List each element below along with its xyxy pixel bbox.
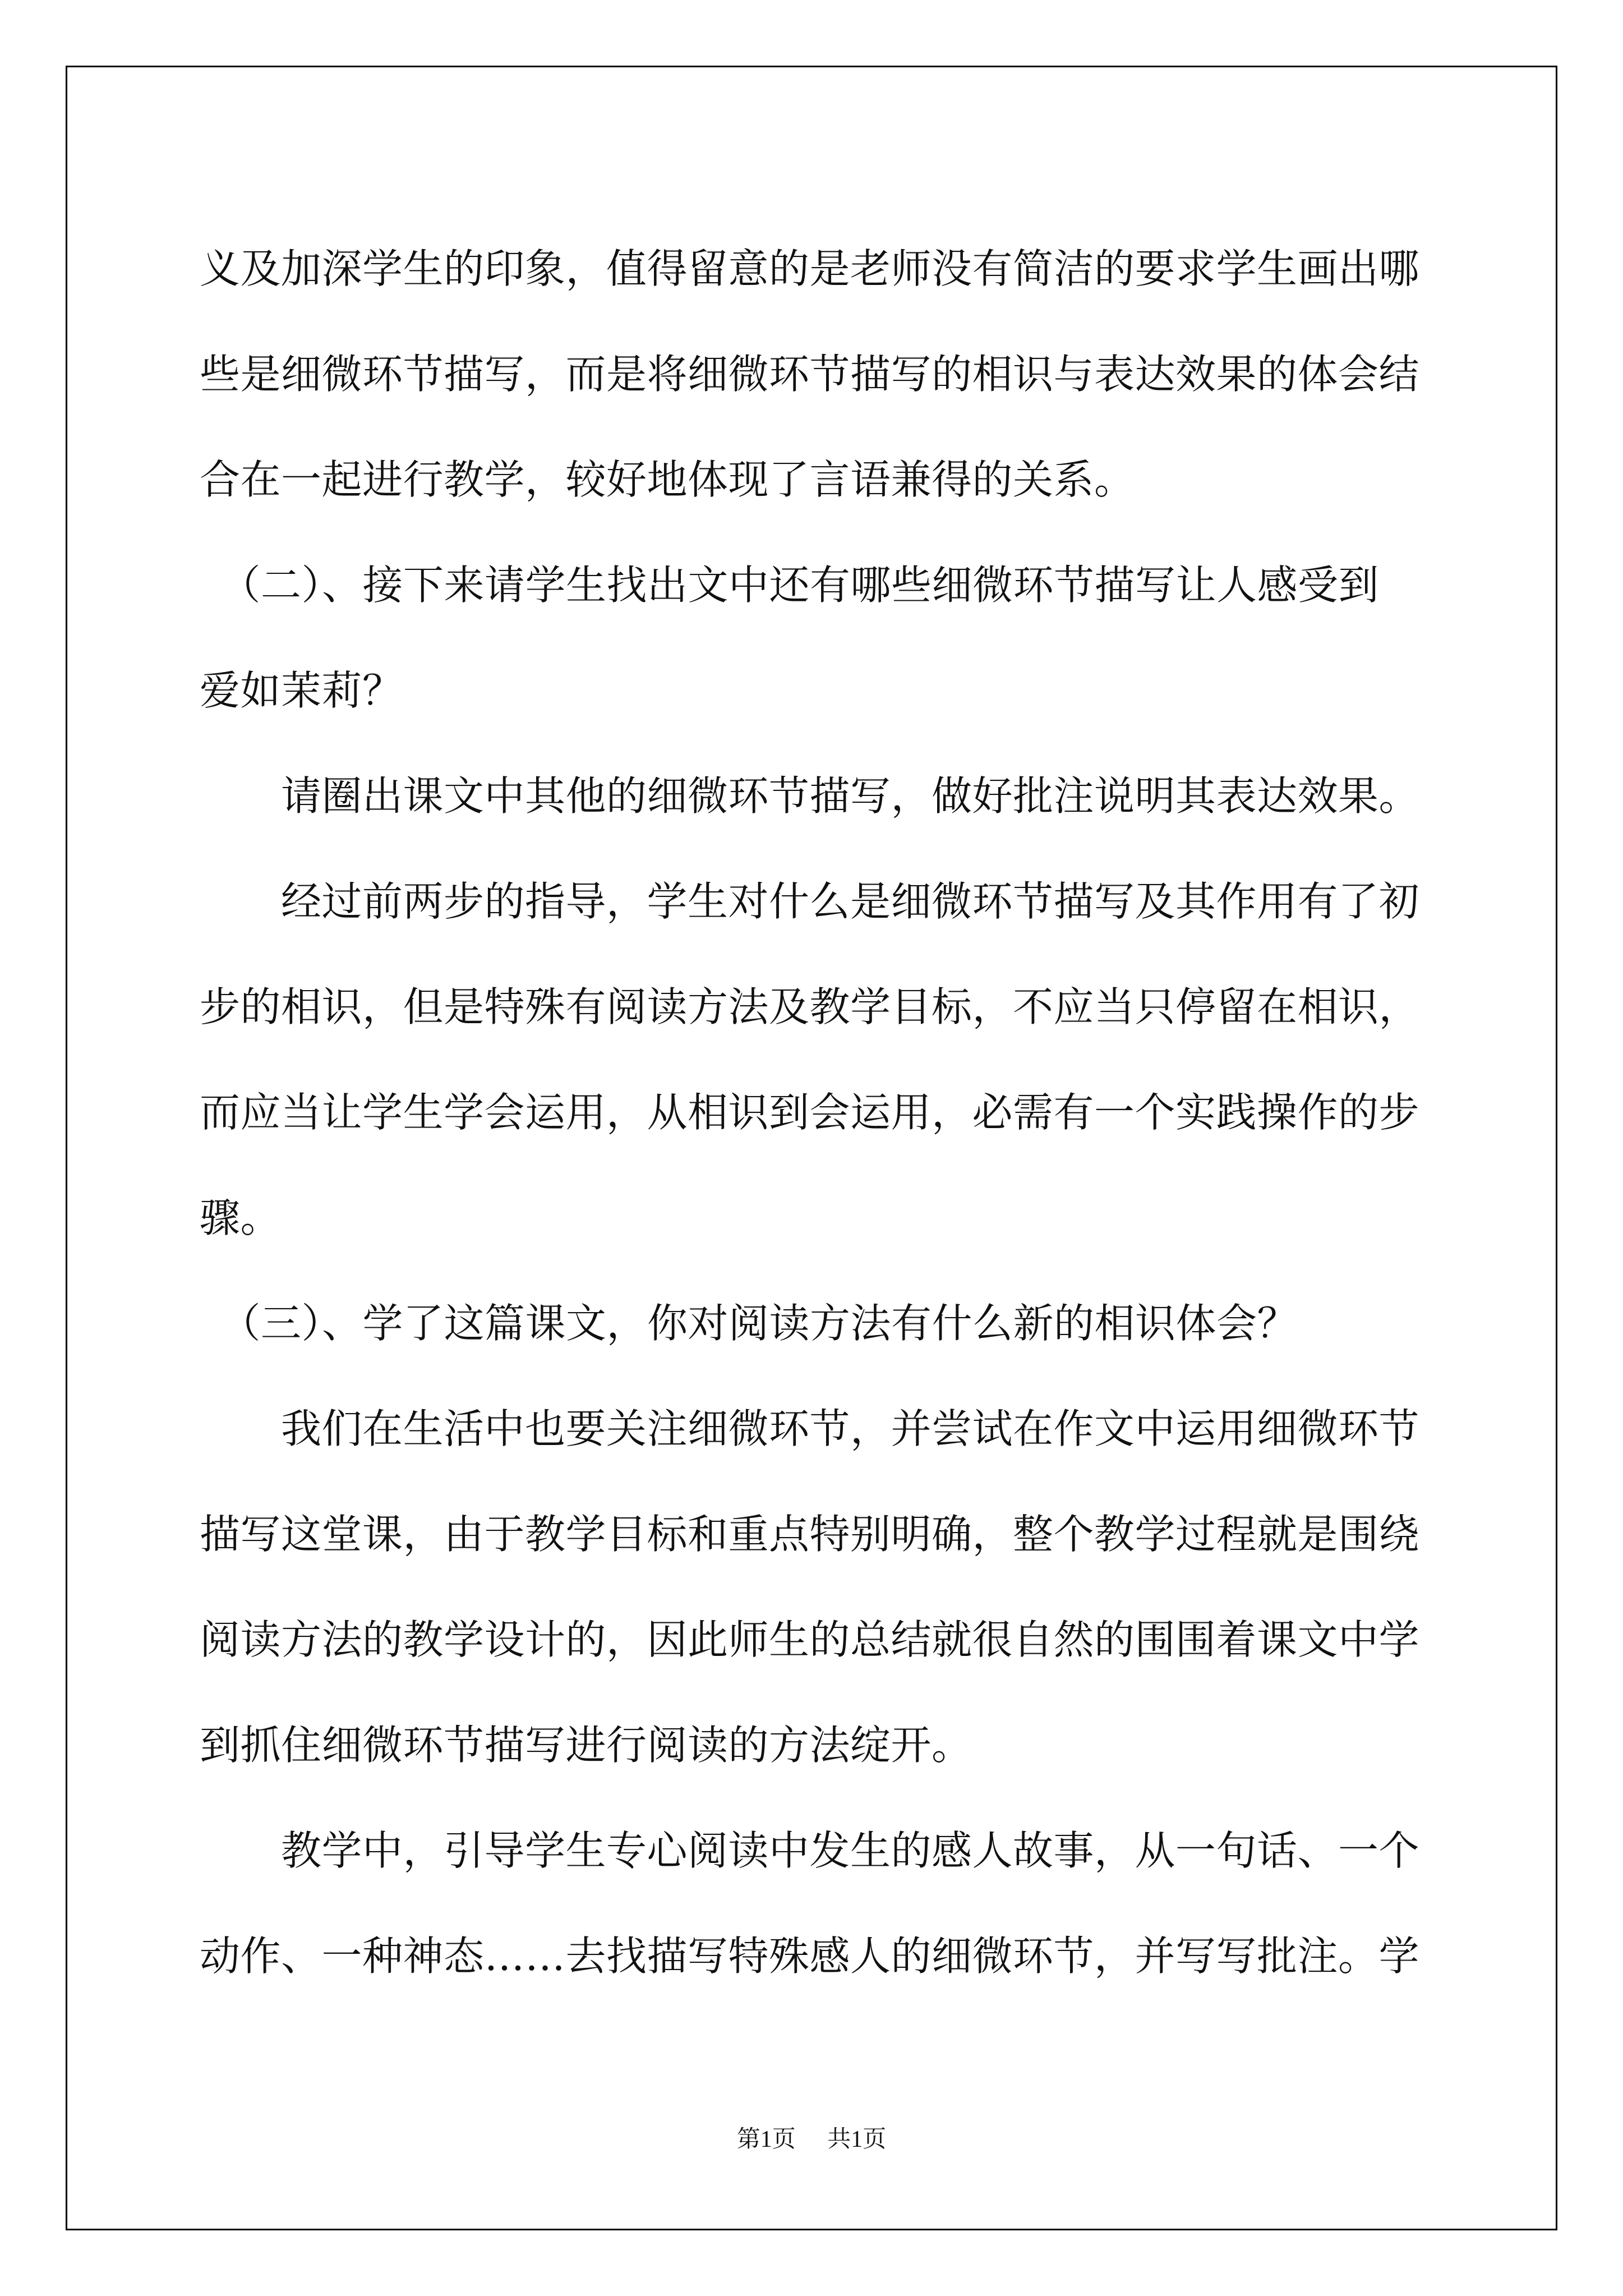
text-line: 阅读方法的教学设计的，因此师生的总结就很自然的围围着课文中学	[200, 1616, 1420, 1663]
text-line: 动作、一种神态……去找描写特殊感人的细微环节，并写写批注。学	[200, 1932, 1420, 1980]
text-line: 描写这堂课，由于教学目标和重点特别明确，整个教学过程就是围绕	[200, 1511, 1420, 1558]
text-line: 合在一起进行教学，较好地体现了言语兼得的关系。	[200, 456, 1135, 503]
text-line: 到抓住细微环节描写进行阅读的方法绽开。	[200, 1722, 972, 1769]
text-line: 义及加深学生的印象，值得留意的是老师没有简洁的要求学生画出哪	[200, 245, 1420, 292]
page-total: 共1页	[827, 2127, 887, 2152]
text-line: （三）、学了这篇课文，你对阅读方法有什么新的相识体会？	[200, 1300, 1298, 1347]
text-line: 爱如茉莉？	[200, 667, 403, 714]
text-line: 骤。	[200, 1194, 282, 1241]
text-line: 我们在生活中也要关注细微环节，并尝试在作文中运用细微环节	[200, 1405, 1420, 1452]
text-line: （二）、接下来请学生找出文中还有哪些细微环节描写让人感受到	[200, 562, 1380, 609]
text-line: 些是细微环节描写，而是将细微环节描写的相识与表达效果的体会结	[200, 351, 1420, 398]
page-number: 第1页	[736, 2127, 796, 2152]
page-footer	[0, 2120, 1623, 2154]
document-body	[200, 216, 1422, 2009]
text-line: 教学中，引导学生专心阅读中发生的感人故事，从一句话、一个	[200, 1827, 1420, 1874]
text-line: 步的相识，但是特殊有阅读方法及教学目标，不应当只停留在相识，	[200, 983, 1420, 1030]
text-line: 经过前两步的指导，学生对什么是细微环节描写及其作用有了初	[200, 878, 1420, 925]
text-line: 而应当让学生学会运用，从相识到会运用，必需有一个实践操作的步	[200, 1089, 1420, 1136]
text-line: 请圈出课文中其他的细微环节描写，做好批注说明其表达效果。	[200, 772, 1420, 820]
